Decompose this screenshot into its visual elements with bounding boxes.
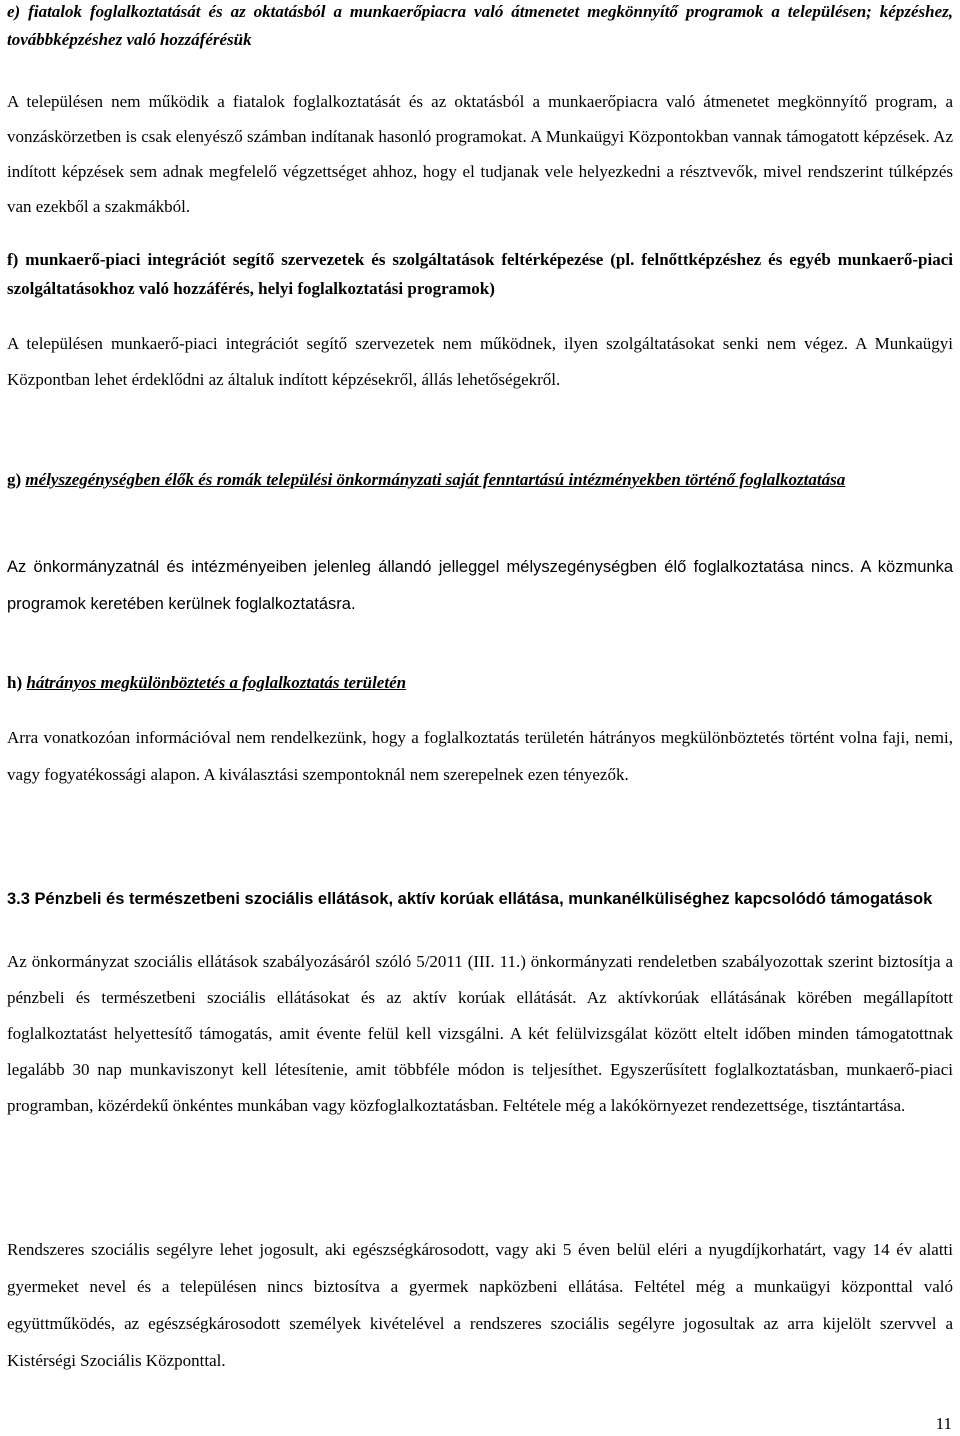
section-e-body: A településen nem működik a fiatalok foglalkoztatását és az oktatásból a munkaerőpiacra való átmenetet megkönnyítő program, a vonzáskörzetben is csak elenyésző számban indítanak hasonló programokat. A Munkaügyi Központokban vannak támogatott képzések. Az indított képzések sem adnak megfelelő végzettséget ahhoz, hogy el tudjanak vele helyezkedni a résztvevők, mivel rendszerint túlképzés van ezekből a szakmákból.	[7, 92, 953, 216]
section-g-heading	[7, 465, 953, 494]
section-h-body: Arra vonatkozóan információval nem rendelkezünk, hogy a foglalkoztatás területén hátrányos megkülönböztetés történt volna faji, nemi, vagy fogyatékossági alapon. A kiválasztási szempontoknál nem szerepelnek ezen tényezők.	[7, 728, 953, 784]
section-h-heading	[7, 667, 953, 698]
section-h-title: hátrányos megkülönböztetés a foglalkoztatás területén	[26, 673, 407, 692]
section-3-3-heading: 3.3 Pénzbeli és természetbeni szociális ellátások, aktív korúak ellátása, munkanélküliséghez kapcsolódó támogatások	[7, 890, 933, 908]
section-f-body: A településen munkaerő-piaci integrációt segítő szervezetek nem működnek, ilyen szolgáltatásokat senki nem végez. A Munkaügyi Központban lehet érdeklődni az általuk indított képzésekről, állás lehetőségekről.	[7, 334, 953, 389]
section-3-3-body-2: Rendszeres szociális segélyre lehet jogosult, aki egészségkárosodott, vagy aki 5 éven belül eléri a nyugdíjkorhatárt, vagy 14 év alatti gyermeket nevel és a településen nincs biztosítva a gyermek napközbeni ellátása. Feltétel még a munkaügyi központtal való együttműködés, az egészségkárosodott személyek kivételével a rendszeres szociális segélyre jogosultak az arra kijelölt szervvel a Kistérségi Szociális Központtal.	[7, 1240, 953, 1370]
section-h-letter: h)	[7, 673, 23, 692]
section-3-3-body-1: Az önkormányzat szociális ellátások szabályozásáról szóló 5/2011 (III. 11.) önkormányzati rendeletben szabályozottak szerint biztosítja a pénzbeli és természetbeni szociális ellátásokat és az aktív korúak ellátását. Az aktívkorúak ellátásának körében megállapított foglalkoztatást helyettesítő támogatás, amit évente felül kell vizsgálni. A két felülvizsgálat között eltelt időben minden támogatottnak legalább 30 nap munkaviszonyt kell létesítenie, amit többféle módon is teljesíthet. Egyszerűsített foglalkoztatásban, munkaerő-piaci programban, közérdekű önkéntes munkában vagy közfoglalkoztatásban. Feltétele még a lakókörnyezet rendezettsége, tisztántartása.	[7, 952, 953, 1115]
section-e-heading: e) fiatalok foglalkoztatását és az oktatásból a munkaerőpiacra való átmenetet megkönnyítő programok a településen; képzéshez, továbbképzéshez való hozzáférésük	[7, 2, 953, 49]
section-f-heading: f) munkaerő-piaci integrációt segítő szervezetek és szolgáltatások feltérképezése (pl. felnőttképzéshez és egyéb munkaerő-piaci szolgáltatásokhoz való hozzáférés, helyi foglalkoztatási programok)	[7, 250, 953, 298]
section-g-title: mélyszegénységben élők és romák települési önkormányzati saját fenntartású intézményekben történő foglalkoztatása	[25, 470, 846, 489]
section-g-body: Az önkormányzatnál és intézményeiben jelenleg állandó jelleggel mélyszegénységben élő foglalkoztatása nincs. A közmunka programok keretében kerülnek foglalkoztatásra.	[7, 558, 953, 613]
page-number: 11	[935, 1414, 952, 1433]
section-g-letter: g)	[7, 470, 22, 489]
